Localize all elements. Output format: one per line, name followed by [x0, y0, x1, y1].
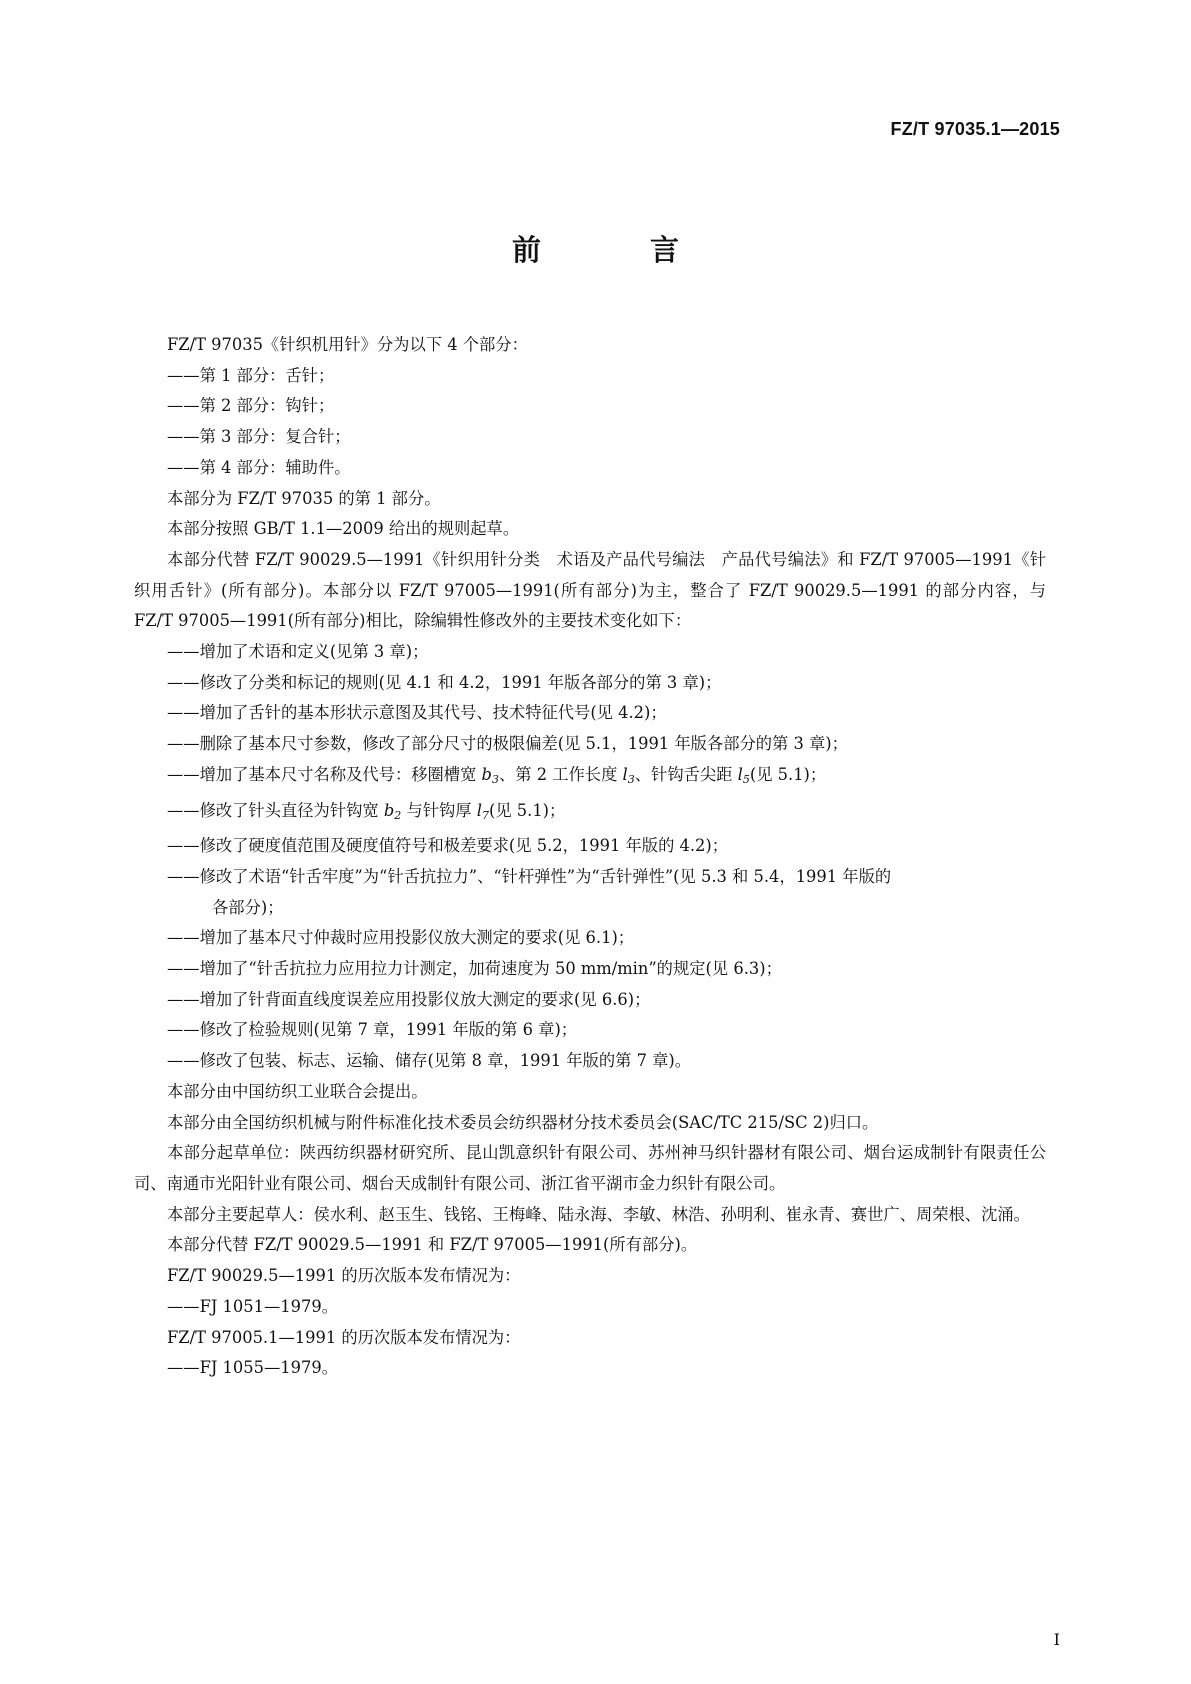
paragraph: FZ/T 97035《针织机用针》分为以下 4 个部分：	[167, 335, 528, 354]
subscript: 3	[627, 772, 635, 786]
list-item	[134, 796, 1046, 832]
symbol: l	[737, 764, 743, 784]
list-item: ——增加了舌针的基本形状示意图及其代号、技术特征代号(见 4.2)；	[167, 703, 667, 723]
document-code: FZ/T 97035.1—2015	[890, 119, 1060, 139]
text-run: 与针钩厚	[401, 800, 477, 820]
list-item: ——增加了基本尺寸仲裁时应用投影仪放大测定的要求(见 6.1)；	[167, 928, 635, 948]
list-item: ——删除了基本尺寸参数，修改了部分尺寸的极限偏差(见 5.1，1991 年版各部分的第 3 章)；	[167, 734, 848, 754]
text-run: (见 5.1)；	[488, 800, 566, 820]
text-run: ——修改了针头直径为针钩宽	[167, 800, 384, 820]
list-item: ——修改了检验规则(见第 7 章，1991 年版的第 6 章)；	[167, 1020, 578, 1040]
text-run: 、第 2 工作长度	[498, 764, 623, 784]
page-title: 前 言	[511, 233, 719, 267]
list-item: ——第 2 部分：钩针；	[167, 396, 335, 416]
list-item: ——修改了分类和标记的规则(见 4.1 和 4.2，1991 年版各部分的第 3 章)；	[167, 672, 722, 692]
symbol: b	[481, 764, 492, 784]
list-item	[134, 862, 1046, 923]
paragraph: 本部分主要起草人：侯水利、赵玉生、钱铭、王梅峰、陆永海、李敏、林浩、孙明利、崔永青、赛世广、周荣根、沈涌。	[167, 1204, 1030, 1224]
list-item: ——修改了硬度值范围及硬度值符号和极差要求(见 5.2，1991 年版的 4.2)；	[167, 836, 729, 856]
paragraph: 本部分按照 GB/T 1.1—2009 给出的规则起草。	[167, 519, 520, 539]
list-item: ——第 3 部分：复合针；	[167, 427, 351, 447]
list-item: ——修改了包装、标志、运输、储存(见第 8 章，1991 年版的第 7 章)。	[167, 1051, 692, 1071]
text-run: (见 5.1)；	[749, 764, 827, 784]
paragraph: 本部分为 FZ/T 97035 的第 1 部分。	[167, 488, 441, 508]
list-item: ——FJ 1051—1979。	[167, 1296, 338, 1316]
paragraph: 本部分由全国纺织机械与附件标准化技术委员会纺织器材分技术委员会(SAC/TC 215/SC 2)归口。	[167, 1112, 879, 1132]
list-item: ——第 4 部分：辅助件。	[167, 457, 351, 477]
paragraph: 本部分起草单位：陕西纺织器材研究所、昆山凯意织针有限公司、苏州神马织针器材有限公司、烟台运成制针有限责任公司、南通市光阳针业有限公司、烟台天成制针有限公司、浙江省平湖市金力织针有限公司。	[134, 1143, 1046, 1193]
symbol: b	[383, 800, 395, 820]
page-number: I	[1053, 1630, 1060, 1649]
paragraph: FZ/T 97005.1—1991 的历次版本发布情况为：	[167, 1327, 521, 1347]
foreword-body	[134, 330, 1046, 1384]
symbol: l	[622, 764, 628, 784]
list-item	[134, 760, 1046, 796]
paragraph: 本部分代替 FZ/T 90029.5—1991《针织用针分类 术语及产品代号编法 产品代号编法》和 FZ/T 97005—1991《针织用舌针》(所有部分)。本部分以 FZ/T 97005—1991(所有部分)为主，整合了 FZ/T 90029.5—1991 的部分内容，与 FZ/T 97005—1991(所有部分)相比，除编辑性修改外的主要技术变化如下：	[134, 549, 1046, 631]
paragraph: 本部分由中国纺织工业联合会提出。	[167, 1081, 428, 1101]
text-run: ——增加了基本尺寸名称及代号：移圈槽宽	[167, 764, 482, 784]
subscript: 7	[481, 808, 489, 822]
list-item: ——增加了术语和定义(见第 3 章)；	[167, 642, 429, 662]
subscript: 2	[394, 808, 402, 822]
paragraph: FZ/T 90029.5—1991 的历次版本发布情况为：	[167, 1266, 521, 1286]
list-item: ——第 1 部分：舌针；	[167, 365, 335, 385]
text-run: 、针钩舌尖距	[634, 764, 738, 784]
subscript: 5	[742, 772, 750, 786]
paragraph: 本部分代替 FZ/T 90029.5—1991 和 FZ/T 97005—1991(所有部分)。	[167, 1235, 698, 1255]
subscript: 3	[491, 772, 499, 786]
text-run: ——修改了术语“针舌牢度”为“针舌抗拉力”、“针杆弹性”为“舌针弹性”(见 5.3 和 5.4，1991 年版的	[167, 866, 892, 886]
list-item: ——增加了“针舌抗拉力应用拉力计测定，加荷速度为 50 mm/min”的规定(见 6.3)；	[167, 959, 782, 979]
symbol: l	[476, 800, 482, 820]
text-run-continued: 各部分)；	[212, 897, 284, 917]
list-item: ——FJ 1055—1979。	[167, 1358, 338, 1378]
list-item: ——增加了针背面直线度误差应用投影仪放大测定的要求(见 6.6)；	[167, 989, 651, 1009]
